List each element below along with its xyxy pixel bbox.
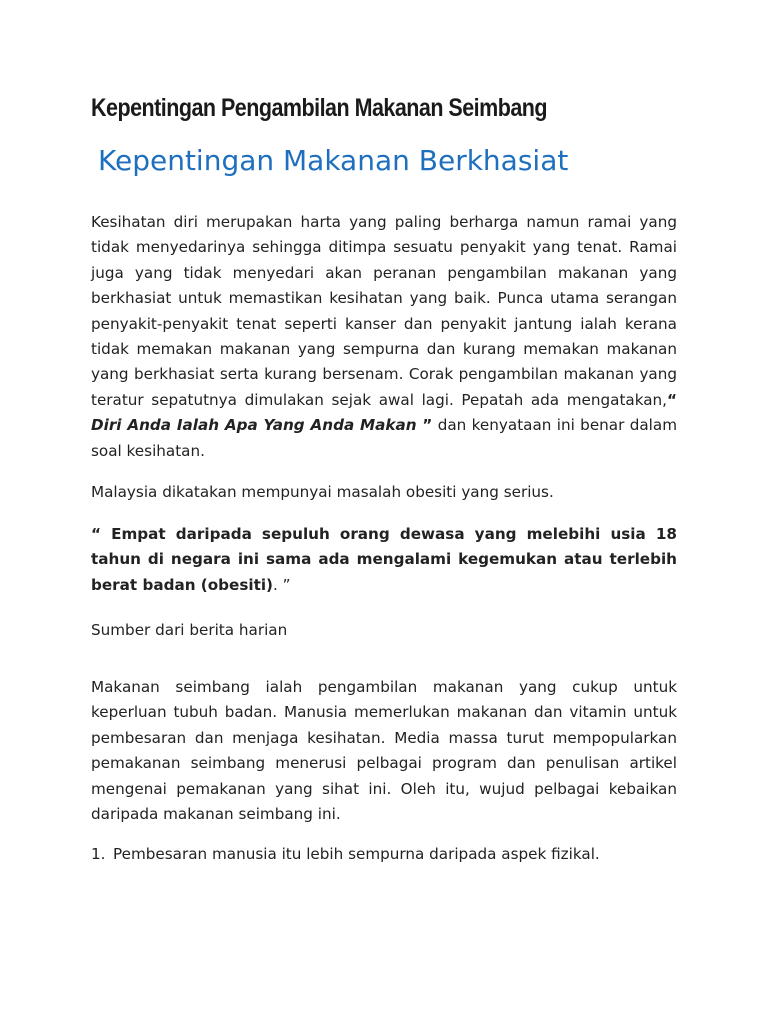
list-item [91, 842, 677, 867]
paragraph-intro-text: Kesihatan diri merupakan harta yang paling berharga namun ramai yang tidak menyedarinya sehingga ditimpa sesuatu penyakit yang tenat. Ramai juga yang tidak menyedari akan peranan pengambilan makanan yang berkhasiat untuk memastikan kesihatan yang baik. Punca utama serangan penyakit-penyakit tenat seperti kanser dan penyakit jantung ialah kerana tidak memakan makanan yang sempurna dan kurang memakan makanan yang berkhasiat serta kurang bersenam. Corak pengambilan makanan yang teratur sepatutnya dimulakan sejak awal lagi. Pepatah ada mengatakan, [91, 213, 677, 409]
statistic-quote [91, 522, 677, 598]
quote-open-mark: “ [667, 390, 677, 409]
paragraph-intro [91, 210, 677, 464]
source-line: Sumber dari berita harian [91, 621, 288, 639]
statistic-quote-tail: . ” [273, 575, 291, 594]
statistic-quote-text: “ Empat daripada sepuluh orang dewasa yang melebihi usia 18 tahun di negara ini sama ada mengalami kegemukan atau terlebih berat badan (obesiti) [91, 525, 677, 594]
quote-close-mark: ” [422, 416, 433, 435]
paragraph-balanced-diet: Makanan seimbang ialah pengambilan makanan yang cukup untuk keperluan tubuh badan. Manusia memerlukan makanan dan vitamin untuk pembesaran dan menjaga kesihatan. Media massa turut mempopularkan pemakanan seimbang menerusi pelbagai program dan penulisan artikel mengenai pemakanan yang sihat ini. Oleh itu, wujud pelbagai kebaikan daripada makanan seimbang ini. [91, 678, 677, 824]
document-title: Kepentingan Pengambilan Makanan Seimbang [91, 94, 548, 122]
section-subtitle: Kepentingan Makanan Berkhasiat [98, 144, 569, 177]
paragraph-intro-tail: dan kenyataan ini benar dalam soal kesihatan. [91, 416, 677, 460]
paragraph-obesity: Malaysia dikatakan mempunyai masalah obesiti yang serius. [91, 483, 554, 501]
list-item-text: Pembesaran manusia itu lebih sempurna daripada aspek fizikal. [113, 845, 600, 863]
proverb-quote: Diri Anda Ialah Apa Yang Anda Makan [91, 416, 423, 435]
list-item-number: 1. [91, 845, 106, 863]
